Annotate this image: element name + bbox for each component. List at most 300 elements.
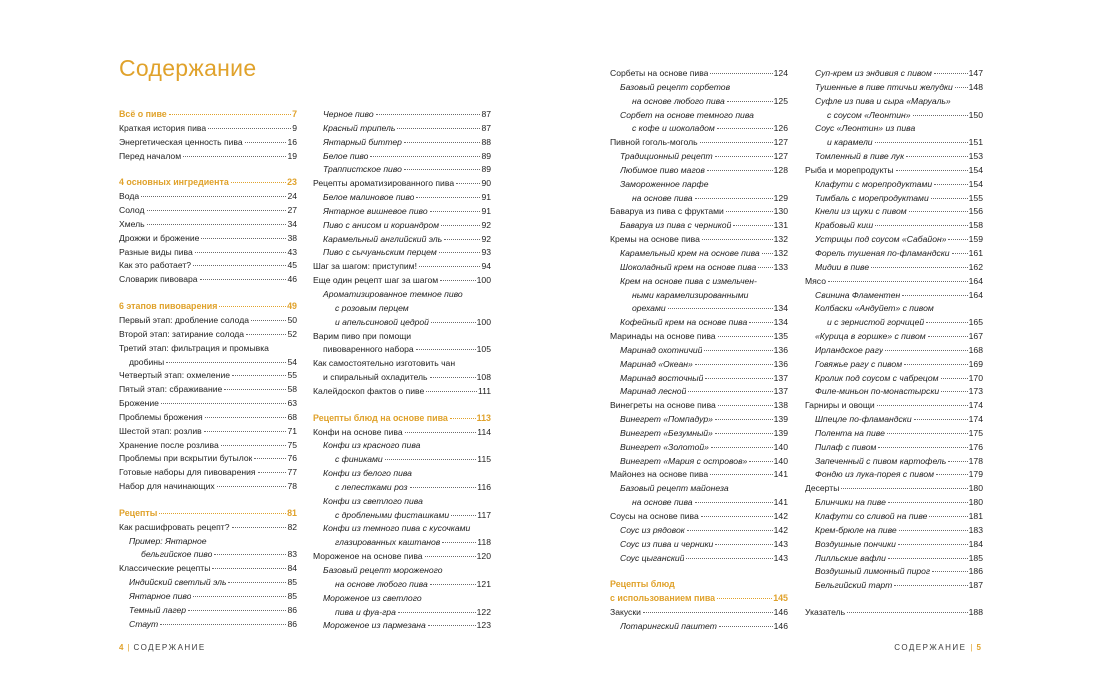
page-number: 120 xyxy=(476,551,491,562)
toc-entry xyxy=(805,413,983,427)
entry-title: Белое пиво xyxy=(323,150,369,161)
toc-entry-line: Конфи из светлого пива xyxy=(323,495,423,506)
entry-title: Устрицы под соусом «Сабайон» xyxy=(815,234,947,245)
toc-entry xyxy=(805,67,983,81)
dot-leader xyxy=(898,537,968,545)
entry-title: Кремы на основе пива xyxy=(610,234,700,245)
toc-entry xyxy=(610,455,788,469)
dot-leader xyxy=(896,163,968,171)
toc-section-heading xyxy=(119,176,297,190)
page-number: 137 xyxy=(773,372,788,383)
page-number: 91 xyxy=(481,192,491,203)
toc-entry-line: Ароматизированное темное пиво xyxy=(323,288,463,299)
entry-title: Еще один рецепт шаг за шагом xyxy=(313,275,439,286)
entry-title: Винегрет «Мария с островов» xyxy=(620,455,748,466)
entry-title: пива и фуа-гра xyxy=(335,606,396,617)
toc-entry xyxy=(313,177,491,191)
entry-title: с кофе и шоколадом xyxy=(632,123,715,134)
toc-entry xyxy=(119,136,297,150)
toc-entry xyxy=(119,246,297,260)
toc-entry xyxy=(610,233,788,247)
dot-leader xyxy=(687,523,773,531)
dot-leader xyxy=(441,218,480,226)
right-page-number: 5 xyxy=(976,643,981,652)
dot-leader xyxy=(719,619,773,627)
toc-entry xyxy=(313,619,491,633)
entry-title: Перед началом xyxy=(119,150,182,161)
page-number: 169 xyxy=(968,358,983,369)
page-number: 133 xyxy=(773,261,788,272)
toc-entry-line: Базовый рецепт сорбетов xyxy=(620,81,731,92)
dot-leader xyxy=(231,175,286,183)
toc-entry xyxy=(119,328,297,342)
page-number: 132 xyxy=(773,247,788,258)
page-number: 34 xyxy=(287,218,297,229)
toc-entry xyxy=(610,358,788,372)
dot-leader xyxy=(214,547,286,555)
entry-title: Указатель xyxy=(805,607,846,618)
toc-entry-line: с розовым перцем xyxy=(335,302,409,313)
toc-entry xyxy=(805,468,983,482)
page-number: 115 xyxy=(477,454,491,465)
dot-leader xyxy=(878,440,967,448)
dot-leader xyxy=(204,424,287,432)
entry-title: Всё о пиве xyxy=(119,109,167,119)
entry-title: Пиво с анисом и кориандром xyxy=(323,219,440,230)
toc-entry xyxy=(805,330,983,344)
entry-title: Проблемы брожения xyxy=(119,411,203,422)
footer-separator: | xyxy=(127,643,130,652)
entry-title: Энергетическая ценность пива xyxy=(119,136,243,147)
dot-leader xyxy=(710,467,773,475)
toc-entry xyxy=(119,232,297,246)
dot-leader xyxy=(941,371,968,379)
dot-leader xyxy=(899,523,968,531)
dot-leader xyxy=(934,66,968,74)
page-number: 90 xyxy=(481,178,491,189)
dot-leader xyxy=(169,107,291,115)
toc-entry xyxy=(805,275,983,289)
entry-title: Форель тушеная по-фламандски xyxy=(815,247,950,258)
toc-column-3 xyxy=(610,67,788,634)
toc-entry-line: Конфи из темного пива с кусочками xyxy=(323,523,471,534)
dot-leader xyxy=(404,162,481,170)
dot-leader xyxy=(762,246,773,254)
toc-section-heading xyxy=(119,108,297,122)
toc-entry xyxy=(119,466,297,480)
dot-leader xyxy=(715,412,773,420)
dot-leader xyxy=(405,425,477,433)
entry-title: с лепестками роз xyxy=(335,481,408,492)
entry-title: Винегрет «Золотой» xyxy=(620,441,709,452)
entry-title: Кролик под соусом с чабрецом xyxy=(815,372,939,383)
entry-title: и карамели xyxy=(827,137,873,148)
dot-leader xyxy=(376,107,481,115)
page-number: 164 xyxy=(968,275,983,286)
toc-column-1 xyxy=(119,108,297,632)
page-number: 92 xyxy=(481,233,491,244)
toc-entry xyxy=(119,576,297,590)
entry-title: Маринады на основе пива xyxy=(610,331,716,342)
page-number: 63 xyxy=(287,398,297,409)
entry-title: Темный лагер xyxy=(129,604,187,615)
dot-leader xyxy=(948,454,967,462)
dot-leader xyxy=(643,605,773,613)
entry-title: Калейдоскоп фактов о пиве xyxy=(313,385,425,396)
entry-title: Вода xyxy=(119,191,140,202)
dot-leader xyxy=(733,218,772,226)
toc-entry xyxy=(119,204,297,218)
footer-left xyxy=(119,643,206,652)
toc-entry xyxy=(610,468,788,482)
dot-leader xyxy=(439,245,481,253)
page-number: 52 xyxy=(287,328,297,339)
entry-title: на основе пива xyxy=(632,192,693,203)
toc-column-2 xyxy=(313,108,491,633)
entry-title: Кнели из щуки с пивом xyxy=(815,206,907,217)
entry-title: Рецепты xyxy=(119,507,158,518)
dot-leader xyxy=(715,426,773,434)
dot-leader xyxy=(425,549,476,557)
dot-leader xyxy=(705,371,772,379)
entry-title: Пятый этап: сбраживание xyxy=(119,384,223,395)
entry-title: Винегреты на основе пива xyxy=(610,400,716,411)
dot-leader xyxy=(871,260,968,268)
toc-entry-line: Соус «Леонтин» из пива xyxy=(815,123,916,134)
dot-leader xyxy=(219,299,286,307)
toc-entry xyxy=(610,538,788,552)
page-number: 49 xyxy=(287,301,297,312)
toc-entry xyxy=(313,385,491,399)
toc-entry xyxy=(805,178,983,192)
footer-separator: | xyxy=(970,643,973,652)
toc-entry xyxy=(610,524,788,538)
entry-title: Карамельный английский эль xyxy=(323,233,443,244)
entry-title: Закуски xyxy=(610,607,641,618)
toc-entry xyxy=(805,164,983,178)
page-number: 175 xyxy=(968,427,983,438)
page-number: 75 xyxy=(287,439,297,450)
dot-leader xyxy=(913,108,968,116)
page-number: 154 xyxy=(968,178,983,189)
toc-entry xyxy=(313,371,491,385)
toc-entry xyxy=(805,399,983,413)
dot-leader xyxy=(914,412,968,420)
toc-entry xyxy=(119,314,297,328)
entry-title: «Курица в горшке» с пивом xyxy=(815,331,926,342)
entry-title: Как расшифровать рецепт? xyxy=(119,521,230,532)
page-number: 124 xyxy=(773,68,788,78)
entry-title: Рецепты ароматизированного пива xyxy=(313,178,455,189)
toc-entry xyxy=(313,606,491,620)
page-number: 186 xyxy=(968,566,983,577)
dot-leader xyxy=(419,259,480,267)
toc-entry xyxy=(610,261,788,275)
toc-section-heading xyxy=(119,507,297,521)
entry-title: Набор для начинающих xyxy=(119,481,215,492)
toc-entry xyxy=(313,536,491,550)
section-spacer xyxy=(610,565,788,578)
toc-entry-line: Суфле из пива и сыра «Маруаль» xyxy=(815,95,951,106)
page-number: 94 xyxy=(481,261,491,272)
dot-leader xyxy=(450,411,476,419)
toc-entry xyxy=(119,259,297,273)
toc-entry-line: Третий этап: фильтрация и промывка xyxy=(119,342,269,353)
dot-leader xyxy=(875,135,968,143)
dot-leader xyxy=(718,329,773,337)
dot-leader xyxy=(195,245,287,253)
toc-entry xyxy=(610,136,788,150)
dot-leader xyxy=(258,465,287,473)
toc-entry-line: Замороженное парфе xyxy=(620,178,709,189)
dot-leader xyxy=(909,204,968,212)
left-page-number: 4 xyxy=(119,643,124,652)
toc-entry xyxy=(805,538,983,552)
toc-entry xyxy=(805,109,983,123)
page-number: 68 xyxy=(287,411,297,422)
dot-leader xyxy=(711,440,773,448)
entry-title: Мясо xyxy=(805,275,826,286)
page-number: 141 xyxy=(773,469,788,480)
page-number: 140 xyxy=(773,441,788,452)
entry-title: Шестой этап: розлив xyxy=(119,425,202,436)
page-number: 185 xyxy=(968,552,983,563)
entry-title: Рыба и морепродукты xyxy=(805,164,894,175)
page-number: 174 xyxy=(968,400,983,411)
page-number: 146 xyxy=(773,607,788,618)
page-number: 165 xyxy=(968,317,983,328)
dot-leader xyxy=(887,426,968,434)
toc-entry xyxy=(119,590,297,604)
page-number: 7 xyxy=(292,109,297,119)
toc-entry xyxy=(805,136,983,150)
toc-entry xyxy=(610,399,788,413)
page-number: 50 xyxy=(287,314,297,325)
toc-entry xyxy=(610,552,788,566)
toc-entry xyxy=(610,606,788,620)
entry-title: Шаг за шагом: приступим! xyxy=(313,261,417,272)
dot-leader xyxy=(451,508,476,516)
toc-entry xyxy=(313,150,491,164)
dot-leader xyxy=(428,618,476,626)
page-number: 184 xyxy=(968,538,983,549)
dot-leader xyxy=(704,343,772,351)
page-number: 45 xyxy=(287,260,297,271)
toc-entry xyxy=(610,441,788,455)
page-number: 71 xyxy=(287,425,297,436)
dot-leader xyxy=(906,149,967,157)
dot-leader xyxy=(404,135,481,143)
entry-title: Индийский светлый эль xyxy=(129,577,227,588)
toc-entry xyxy=(313,260,491,274)
dot-leader xyxy=(931,191,968,199)
page-number: 150 xyxy=(968,109,983,120)
toc-entry xyxy=(313,163,491,177)
dot-leader xyxy=(717,121,773,129)
dot-leader xyxy=(894,578,967,586)
dot-leader xyxy=(710,66,772,74)
page-number: 81 xyxy=(287,507,297,518)
toc-entry xyxy=(119,190,297,204)
dot-leader xyxy=(875,218,967,226)
page-number: 123 xyxy=(476,620,491,631)
dot-leader xyxy=(251,313,286,321)
toc-entry xyxy=(119,452,297,466)
entry-title: Янтарный биттер xyxy=(323,136,402,147)
dot-leader xyxy=(188,603,286,611)
toc-entry xyxy=(313,219,491,233)
entry-title: Запеченный с пивом картофель xyxy=(815,455,947,466)
toc-entry xyxy=(610,372,788,386)
page-number: 170 xyxy=(968,372,983,383)
dot-leader xyxy=(440,273,475,281)
toc-entry xyxy=(313,578,491,592)
entry-title: Соусы на основе пива xyxy=(610,511,699,521)
dot-leader xyxy=(904,357,968,365)
toc-entry xyxy=(805,441,983,455)
dot-leader xyxy=(885,343,967,351)
page-number: 139 xyxy=(773,427,788,438)
entry-title: с соусом «Леонтин» xyxy=(827,109,911,120)
entry-title: Черное пиво xyxy=(323,109,374,119)
toc-entry xyxy=(119,425,297,439)
toc-entry xyxy=(313,550,491,564)
page-number: 178 xyxy=(968,455,983,466)
toc-entry xyxy=(610,205,788,219)
page-number: 164 xyxy=(968,289,983,300)
page-number: 100 xyxy=(476,275,491,286)
entry-title: Воздушный лимонный пирог xyxy=(815,566,931,577)
page-number: 141 xyxy=(773,497,788,508)
dot-leader xyxy=(847,605,968,613)
dot-leader xyxy=(200,272,287,280)
dot-leader xyxy=(205,410,287,418)
toc-entry xyxy=(119,122,297,136)
dot-leader xyxy=(430,204,481,212)
page-number: 180 xyxy=(968,497,983,508)
page-number: 180 xyxy=(968,483,983,494)
page-number: 145 xyxy=(773,593,788,604)
page-number: 142 xyxy=(773,511,788,521)
page-number: 113 xyxy=(476,412,491,423)
dot-leader xyxy=(841,481,967,489)
dot-leader xyxy=(385,452,477,460)
toc-entry-line: Как самостоятельно изготовить чан xyxy=(313,358,456,369)
page-number: 188 xyxy=(968,607,983,618)
entry-title: Соус из рядовок xyxy=(620,524,685,535)
dot-leader xyxy=(430,370,476,378)
entry-title: Томленный в пиве лук xyxy=(815,151,905,162)
page-number: 139 xyxy=(773,414,788,425)
toc-entry xyxy=(119,218,297,232)
page-number: 92 xyxy=(481,219,491,230)
toc-entry xyxy=(805,372,983,386)
entry-title: Крабовый киш xyxy=(815,220,874,231)
entry-title: Карамельный крем на основе пива xyxy=(620,247,760,258)
entry-title: Говяжье рагу с пивом xyxy=(815,358,903,369)
page-number: 84 xyxy=(287,563,297,574)
toc-entry xyxy=(610,150,788,164)
dot-leader xyxy=(147,203,287,211)
dot-leader xyxy=(224,382,286,390)
dot-leader xyxy=(718,398,773,406)
page-number: 125 xyxy=(773,95,788,106)
toc-entry xyxy=(119,383,297,397)
entry-title: Первый этап: дробление солода xyxy=(119,314,250,325)
entry-title: Винегрет «Помпадур» xyxy=(620,414,713,425)
page-number: 142 xyxy=(773,524,788,535)
dot-leader xyxy=(952,246,968,254)
toc-entry xyxy=(313,108,491,122)
dot-leader xyxy=(928,329,968,337)
page-number: 135 xyxy=(773,331,788,342)
toc-entry xyxy=(805,579,983,593)
entry-title: Янтарное пиво xyxy=(129,591,192,601)
dot-leader xyxy=(700,135,773,143)
toc-entry xyxy=(805,247,983,261)
toc-entry xyxy=(805,482,983,496)
entry-title: Второй этап: затирание солода xyxy=(119,328,245,339)
entry-title: Блинчики на пиве xyxy=(815,497,886,508)
dot-leader xyxy=(159,506,286,514)
entry-title: Соус цыганский xyxy=(620,552,685,563)
toc-entry xyxy=(313,233,491,247)
entry-title: Пиво с сычуаньским перцем xyxy=(323,247,437,258)
entry-title: Готовые наборы для пивоварения xyxy=(119,467,256,478)
toc-entry xyxy=(805,81,983,95)
page-number: 121 xyxy=(476,578,491,589)
toc-section-heading xyxy=(313,412,491,426)
page-number: 87 xyxy=(481,122,491,133)
toc-entry xyxy=(610,302,788,316)
page-number: 24 xyxy=(287,191,297,202)
entry-title: Пивной гоголь-моголь xyxy=(610,137,698,148)
toc-entry xyxy=(610,247,788,261)
dot-leader xyxy=(686,551,772,559)
page-number: 154 xyxy=(968,164,983,175)
entry-title: Ирландское рагу xyxy=(815,344,884,355)
toc-entry xyxy=(119,273,297,287)
dot-leader xyxy=(941,384,968,392)
toc-entry xyxy=(805,233,983,247)
toc-entry xyxy=(119,150,297,164)
dot-leader xyxy=(228,575,286,583)
toc-entry xyxy=(610,385,788,399)
entry-title: Клафути с морепродуктами xyxy=(815,178,933,189)
dot-leader xyxy=(208,121,291,129)
entry-title: Традиционный рецепт xyxy=(620,151,713,162)
page-number: 19 xyxy=(287,150,297,161)
dot-leader xyxy=(929,509,967,517)
toc-entry xyxy=(313,426,491,440)
dot-leader xyxy=(758,260,772,268)
page-number: 136 xyxy=(773,344,788,355)
dot-leader xyxy=(695,357,773,365)
toc-entry xyxy=(119,521,297,535)
toc-entry xyxy=(119,397,297,411)
dot-leader xyxy=(161,396,286,404)
page-number: 126 xyxy=(773,123,788,134)
toc-entry-line: Варим пиво при помощи xyxy=(313,330,412,341)
page-number: 130 xyxy=(773,206,788,217)
entry-title: Маринад лесной xyxy=(620,386,687,397)
toc-entry xyxy=(119,480,297,494)
page-number: 77 xyxy=(287,467,297,478)
toc-entry xyxy=(610,316,788,330)
dot-leader xyxy=(727,94,773,102)
toc-entry xyxy=(805,192,983,206)
entry-title: с финиками xyxy=(335,454,383,465)
